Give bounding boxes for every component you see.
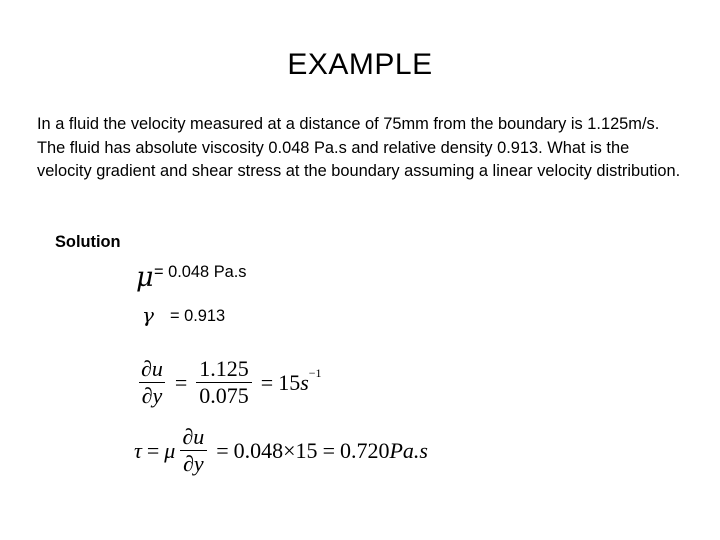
product-expression: 0.048×15	[233, 437, 318, 463]
page-title: EXAMPLE	[287, 48, 433, 81]
gradient-result: 15	[278, 369, 301, 395]
equals-sign: =	[260, 369, 274, 395]
du-dy-fraction	[138, 357, 166, 408]
mu-symbol-inline: μ	[164, 437, 176, 463]
du-dy-fraction	[179, 425, 207, 476]
distance-denominator: 0.075	[196, 382, 252, 408]
mu-symbol: μ	[136, 262, 154, 293]
shear-unit: Pa.s	[389, 437, 428, 463]
problem-statement: In a fluid the velocity measured at a distance of 75mm from the boundary is 1.125m/s. The fluid has absolute viscosity 0.048 Pa.s and relative density 0.913. What is the velocity gradient and shear stress at the boundary assuming a linear velocity distribution.	[37, 115, 681, 180]
gamma-symbol: γ	[142, 303, 154, 327]
tau-symbol: τ	[134, 437, 142, 463]
velocity-gradient-equation	[134, 357, 322, 408]
equals-sign: =	[216, 437, 229, 463]
velocity-numerator: 1.125	[199, 356, 249, 381]
gamma-value: = 0.913	[170, 307, 226, 325]
equals-sign: =	[146, 437, 160, 463]
solution-label: Solution	[55, 233, 121, 251]
equals-sign: =	[322, 437, 335, 463]
value-fraction	[196, 357, 252, 408]
du-numerator: ∂u	[182, 424, 205, 449]
dy-denominator: ∂y	[180, 450, 207, 476]
shear-stress-equation	[134, 425, 428, 476]
gradient-unit: s	[300, 369, 309, 395]
gradient-exponent: −1	[308, 366, 322, 380]
equals-sign: =	[174, 369, 188, 395]
shear-result: 0.720	[339, 437, 390, 463]
mu-value: = 0.048 Pa.s	[154, 263, 247, 281]
du-numerator: ∂u	[141, 356, 163, 381]
dy-denominator: ∂y	[139, 382, 166, 408]
